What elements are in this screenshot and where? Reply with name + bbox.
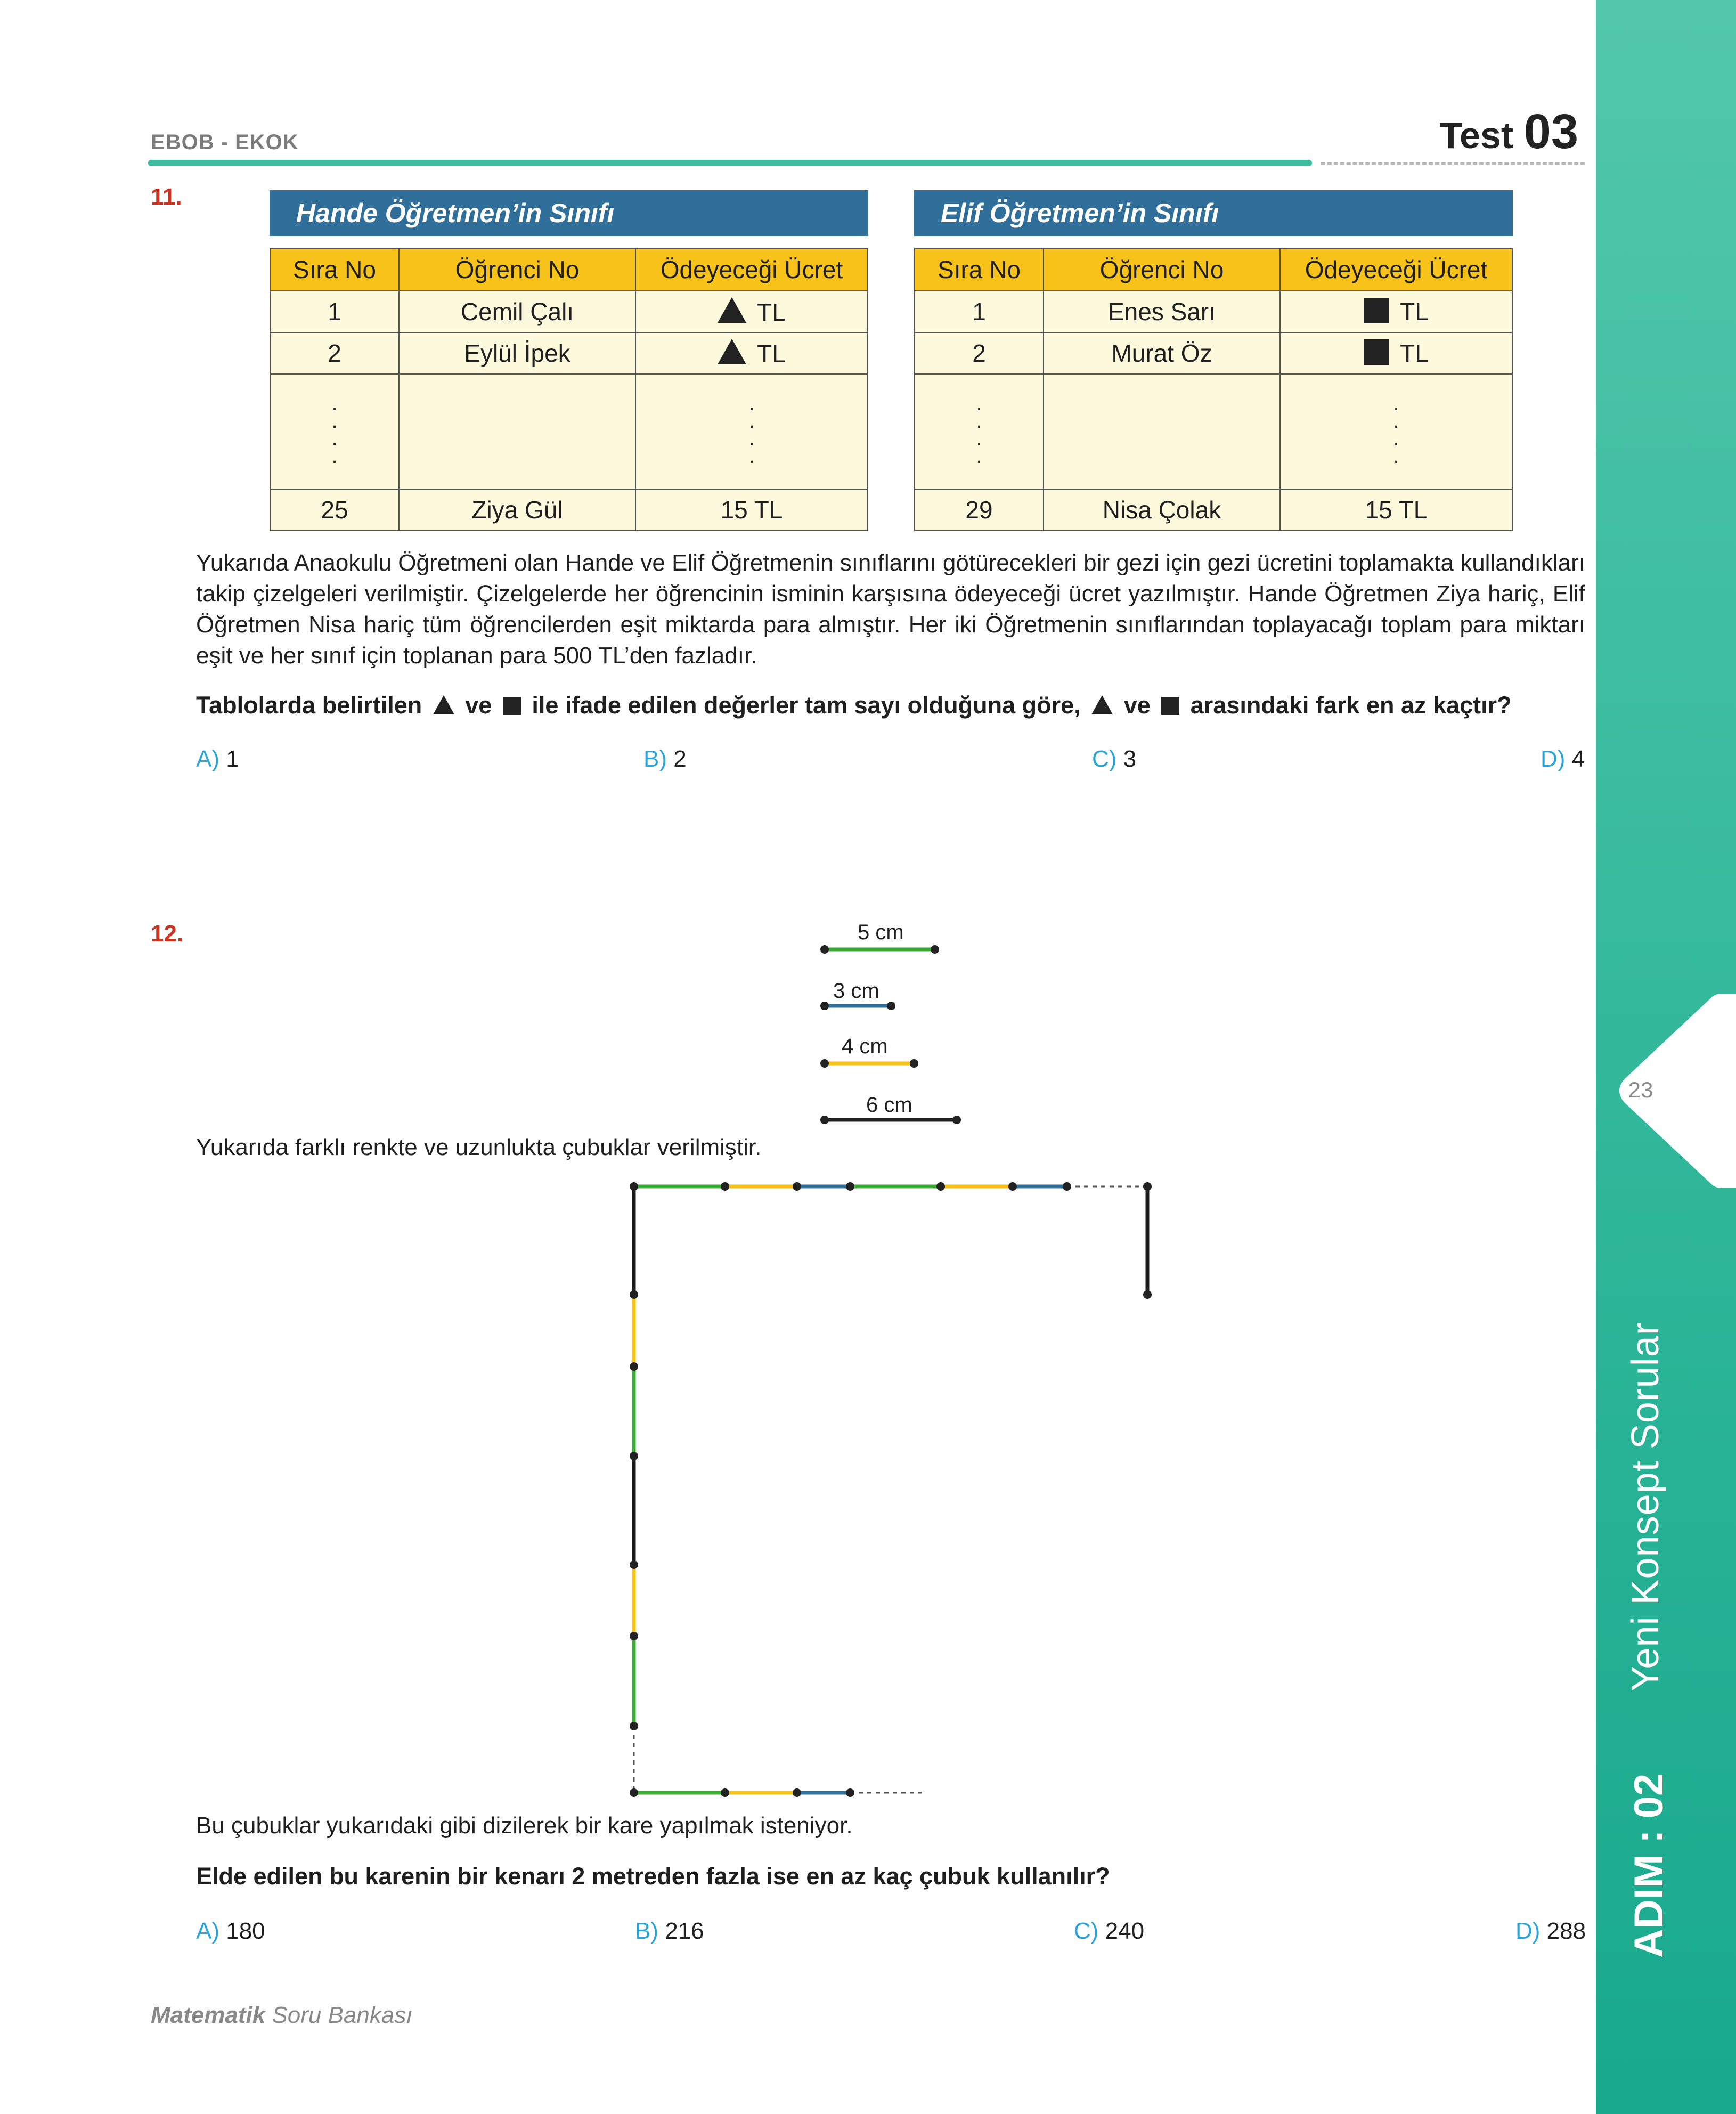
vertical-ellipsis: . . . . xyxy=(635,374,868,489)
test-number: 03 xyxy=(1523,104,1578,159)
student-name: Nisa Çolak xyxy=(1044,489,1280,531)
row-number: 1 xyxy=(270,291,399,332)
fee-unit: TL xyxy=(1400,339,1429,367)
column-header: Öğrenci No xyxy=(399,248,635,291)
row-number: 2 xyxy=(270,332,399,374)
option-c[interactable] xyxy=(1074,1918,1144,1945)
question-12-intro: Yukarıda farklı renkte ve uzunlukta çubuklar verilmiştir. xyxy=(196,1134,762,1160)
stick-endpoints xyxy=(820,945,961,1124)
option-letter: D) xyxy=(1515,1918,1541,1944)
fee-unit: TL xyxy=(757,298,786,326)
student-name: Eylül İpek xyxy=(399,332,635,374)
prompt-text: ile ifade edilen değerler tam sayı olduğuna göre, xyxy=(532,692,1081,719)
footer-book: Soru Bankası xyxy=(272,2002,413,2028)
option-value: 288 xyxy=(1546,1918,1586,1944)
frame-joints xyxy=(630,1182,1152,1797)
stick-label-4cm: 4 cm xyxy=(842,1035,888,1058)
option-letter: B) xyxy=(635,1918,658,1944)
student-name: Ziya Gül xyxy=(399,489,635,531)
column-header: Öğrenci No xyxy=(1044,248,1280,291)
prompt-text: ve xyxy=(1123,692,1151,719)
option-d[interactable] xyxy=(1515,1918,1586,1945)
option-b[interactable] xyxy=(635,1918,704,1945)
step-label: ADIM : 02 xyxy=(1626,1773,1672,1958)
row-number: 29 xyxy=(915,489,1044,531)
stick-label-3cm: 3 cm xyxy=(833,979,879,1003)
stick-label-6cm: 6 cm xyxy=(866,1093,912,1117)
prompt-text: Tablolarda belirtilen xyxy=(196,692,422,719)
row-number: 25 xyxy=(270,489,399,531)
prompt-text: ve xyxy=(465,692,492,719)
question-number-12: 12. xyxy=(151,921,184,947)
footer-book-title xyxy=(151,2002,413,2029)
row-number: 2 xyxy=(915,332,1044,374)
question-number-11: 11. xyxy=(151,184,182,210)
option-a[interactable] xyxy=(196,1918,265,1945)
column-header: Sıra No xyxy=(915,248,1044,291)
fee-cell: 15 TL xyxy=(635,489,868,531)
footer-subject: Matematik xyxy=(151,2002,266,2028)
student-name: Cemil Çalı xyxy=(399,291,635,332)
vertical-ellipsis: . . . . xyxy=(915,374,1044,489)
option-value: 2 xyxy=(673,746,687,772)
option-value: 1 xyxy=(226,746,239,772)
option-value: 216 xyxy=(665,1918,704,1944)
option-letter: B) xyxy=(643,746,667,772)
fee-unit: TL xyxy=(757,339,786,368)
stick-legend xyxy=(820,945,961,1124)
vertical-ellipsis: . . . . xyxy=(1280,374,1512,489)
question-12-prompt: Elde edilen bu karenin bir kenarı 2 metreden fazla ise en az kaç çubuk kullanılır? xyxy=(196,1863,1110,1890)
column-header: Ödeyeceği Ücret xyxy=(635,248,868,291)
option-value: 180 xyxy=(226,1918,265,1944)
question-12-statement: Bu çubuklar yukarıdaki gibi dizilerek bir kare yapılmak isteniyor. xyxy=(196,1812,853,1839)
topic-title: EBOB - EKOK xyxy=(151,131,299,154)
column-header: Ödeyeceği Ücret xyxy=(1280,248,1512,291)
square-frame xyxy=(630,1182,1152,1797)
vertical-ellipsis: . . . . xyxy=(270,374,399,489)
fee-cell: 15 TL xyxy=(1280,489,1512,531)
table-title: Elif Öğretmen’in Sınıfı xyxy=(914,190,1513,236)
fee-unit: TL xyxy=(1400,298,1429,326)
student-name: Enes Sarı xyxy=(1044,291,1280,332)
page-number: 23 xyxy=(1628,1077,1653,1102)
option-value: 4 xyxy=(1571,746,1585,772)
table-title: Hande Öğretmen’in Sınıfı xyxy=(270,190,868,236)
option-letter: A) xyxy=(196,746,219,772)
prompt-text: arasındaki fark en az kaçtır? xyxy=(1190,692,1512,719)
option-letter: C) xyxy=(1074,1918,1099,1944)
column-header: Sıra No xyxy=(270,248,399,291)
section-label: Yeni Konsept Sorular xyxy=(1624,1322,1667,1692)
stick-label-5cm: 5 cm xyxy=(858,921,904,944)
row-number: 1 xyxy=(915,291,1044,332)
option-letter: A) xyxy=(196,1918,219,1944)
question-11-paragraph: Yukarıda Anaokulu Öğretmeni olan Hande ve Elif Öğretmenin sınıflarını götürecekleri bir gezi için gezi ücretini toplamakta kullandıkları takip çizelgeleri verilmiştir. Çizelgelerde her öğrencinin isminin karşısına ödeyeceği ücret yazılmıştır. Hande Öğretmen Ziya hariç, Elif Öğretmen Nisa hariç tüm öğrencilerden eşit miktarda para almıştır. Her iki Öğretmenin sınıflarından toplayacağı toplam para miktarı eşit ve her sınıf için toplanan para 500 TL’den fazladır. xyxy=(196,550,1585,669)
option-value: 3 xyxy=(1123,746,1137,772)
student-name: Murat Öz xyxy=(1044,332,1280,374)
test-word: Test xyxy=(1439,115,1514,156)
option-letter: C) xyxy=(1092,746,1117,772)
option-value: 240 xyxy=(1105,1918,1145,1944)
option-letter: D) xyxy=(1541,746,1566,772)
